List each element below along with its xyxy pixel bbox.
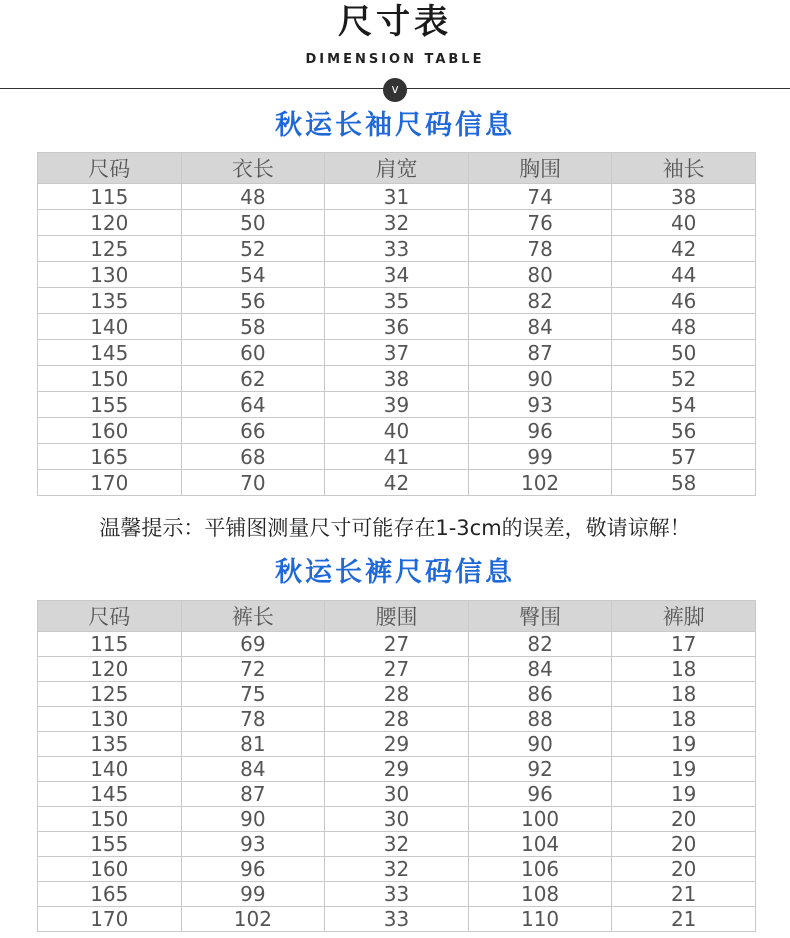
table-cell: 76 [468,210,612,236]
table-row [38,418,756,444]
table-cell: 115 [38,184,182,210]
table-cell: 66 [181,418,325,444]
table-cell: 74 [468,184,612,210]
column-header: 腰围 [325,601,469,632]
table-cell: 99 [468,444,612,470]
table-cell: 48 [612,314,756,340]
column-header: 衣长 [181,153,325,184]
table-cell: 19 [612,732,756,757]
table-cell: 155 [38,832,182,857]
column-header: 尺码 [38,153,182,184]
table-cell: 70 [181,470,325,496]
table-cell: 82 [468,288,612,314]
table-cell: 104 [468,832,612,857]
table-cell: 54 [612,392,756,418]
column-header: 袖长 [612,153,756,184]
column-header: 臀围 [468,601,612,632]
table-cell: 21 [612,882,756,907]
table-cell: 110 [468,907,612,932]
table-cell: 69 [181,632,325,657]
table-row [38,782,756,807]
table-cell: 93 [468,392,612,418]
table-cell: 19 [612,757,756,782]
table-cell: 100 [468,807,612,832]
table-cell: 80 [468,262,612,288]
table-cell: 33 [325,236,469,262]
table-row [38,857,756,882]
table-cell: 96 [468,418,612,444]
table-cell: 48 [181,184,325,210]
table-cell: 20 [612,857,756,882]
table-cell: 155 [38,392,182,418]
table-cell: 42 [325,470,469,496]
table-row [38,184,756,210]
table-cell: 120 [38,210,182,236]
table-cell: 145 [38,782,182,807]
table-cell: 44 [612,262,756,288]
table-cell: 90 [468,732,612,757]
table-row [38,682,756,707]
table-cell: 20 [612,832,756,857]
table-cell: 125 [38,236,182,262]
table-cell: 39 [325,392,469,418]
page-subtitle: DIMENSION TABLE [305,52,485,67]
table-cell: 78 [468,236,612,262]
table-cell: 36 [325,314,469,340]
table-cell: 38 [325,366,469,392]
table-cell: 62 [181,366,325,392]
table-cell: 125 [38,682,182,707]
table-cell: 29 [325,732,469,757]
table-row [38,236,756,262]
table-row [38,632,756,657]
table-cell: 46 [612,288,756,314]
table-cell: 93 [181,832,325,857]
table-cell: 150 [38,366,182,392]
table-cell: 41 [325,444,469,470]
table-row [38,732,756,757]
table-cell: 57 [612,444,756,470]
table-cell: 84 [468,657,612,682]
table-cell: 20 [612,807,756,832]
table-cell: 115 [38,632,182,657]
table-row [38,657,756,682]
table-cell: 32 [325,857,469,882]
tops-section-title: 秋运长袖尺码信息 [275,110,515,141]
table-cell: 18 [612,657,756,682]
table-cell: 72 [181,657,325,682]
table-cell: 145 [38,340,182,366]
pants-size-table [37,600,756,932]
table-cell: 50 [181,210,325,236]
table-row [38,832,756,857]
table-row [38,392,756,418]
table-header-row [38,601,756,632]
table-row [38,210,756,236]
table-cell: 30 [325,782,469,807]
table-cell: 34 [325,262,469,288]
table-cell: 31 [325,184,469,210]
table-row [38,444,756,470]
table-cell: 52 [612,366,756,392]
table-cell: 32 [325,832,469,857]
table-cell: 40 [612,210,756,236]
table-cell: 40 [325,418,469,444]
table-cell: 78 [181,707,325,732]
table-cell: 88 [468,707,612,732]
table-cell: 30 [325,807,469,832]
table-cell: 37 [325,340,469,366]
table-cell: 99 [181,882,325,907]
table-cell: 120 [38,657,182,682]
table-cell: 84 [181,757,325,782]
table-row [38,757,756,782]
table-cell: 52 [181,236,325,262]
table-row [38,707,756,732]
table-cell: 64 [181,392,325,418]
table-cell: 18 [612,682,756,707]
page-title: 尺寸表 [338,2,452,42]
table-cell: 82 [468,632,612,657]
table-header-row [38,153,756,184]
table-cell: 50 [612,340,756,366]
table-cell: 170 [38,470,182,496]
table-row [38,288,756,314]
table-cell: 19 [612,782,756,807]
table-cell: 87 [181,782,325,807]
pants-section-title: 秋运长裤尺码信息 [275,557,515,588]
table-cell: 17 [612,632,756,657]
table-cell: 140 [38,314,182,340]
table-row [38,262,756,288]
table-cell: 35 [325,288,469,314]
column-header: 裤脚 [612,601,756,632]
table-cell: 165 [38,882,182,907]
table-cell: 130 [38,262,182,288]
table-cell: 102 [181,907,325,932]
table-cell: 86 [468,682,612,707]
table-cell: 170 [38,907,182,932]
table-cell: 165 [38,444,182,470]
table-cell: 106 [468,857,612,882]
table-row [38,340,756,366]
measurement-note: 温馨提示：平铺图测量尺寸可能存在1-3cm的误差，敬请谅解！ [99,516,691,540]
table-cell: 87 [468,340,612,366]
table-cell: 54 [181,262,325,288]
table-cell: 32 [325,210,469,236]
chevron-badge: v [383,78,407,102]
table-cell: 84 [468,314,612,340]
table-row [38,882,756,907]
table-cell: 160 [38,857,182,882]
table-cell: 75 [181,682,325,707]
table-cell: 96 [468,782,612,807]
table-cell: 140 [38,757,182,782]
table-cell: 33 [325,907,469,932]
column-header: 裤长 [181,601,325,632]
table-cell: 150 [38,807,182,832]
table-cell: 28 [325,682,469,707]
table-cell: 42 [612,236,756,262]
tops-size-table [37,152,756,496]
table-cell: 96 [181,857,325,882]
table-cell: 56 [612,418,756,444]
table-cell: 90 [181,807,325,832]
table-cell: 68 [181,444,325,470]
column-header: 肩宽 [325,153,469,184]
table-cell: 27 [325,632,469,657]
table-cell: 18 [612,707,756,732]
table-cell: 108 [468,882,612,907]
table-row [38,907,756,932]
table-cell: 90 [468,366,612,392]
table-cell: 81 [181,732,325,757]
table-cell: 60 [181,340,325,366]
table-cell: 27 [325,657,469,682]
table-row [38,470,756,496]
table-cell: 92 [468,757,612,782]
table-cell: 135 [38,288,182,314]
table-cell: 160 [38,418,182,444]
table-cell: 135 [38,732,182,757]
table-cell: 56 [181,288,325,314]
table-cell: 28 [325,707,469,732]
column-header: 尺码 [38,601,182,632]
column-header: 胸围 [468,153,612,184]
table-row [38,314,756,340]
table-cell: 58 [612,470,756,496]
table-row [38,807,756,832]
table-cell: 38 [612,184,756,210]
table-cell: 21 [612,907,756,932]
table-cell: 29 [325,757,469,782]
table-cell: 33 [325,882,469,907]
table-row [38,366,756,392]
table-cell: 102 [468,470,612,496]
table-cell: 130 [38,707,182,732]
table-cell: 58 [181,314,325,340]
